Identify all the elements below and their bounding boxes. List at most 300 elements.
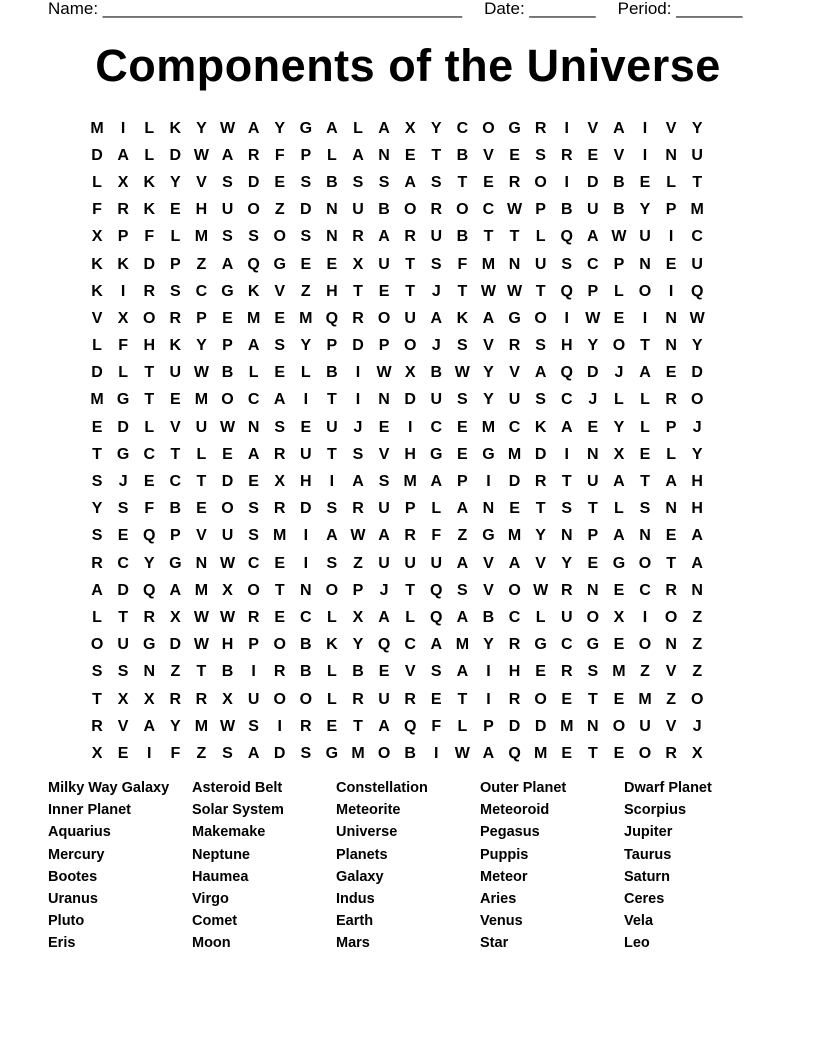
grid-letter[interactable]: G — [612, 554, 626, 572]
grid-letter[interactable]: V — [117, 717, 129, 735]
grid-letter[interactable]: S — [222, 173, 233, 191]
grid-letter[interactable]: C — [300, 608, 312, 626]
grid-letter[interactable]: A — [378, 717, 390, 735]
grid-letter[interactable]: I — [642, 146, 648, 164]
grid-letter[interactable]: I — [486, 473, 491, 491]
grid-letter[interactable]: A — [378, 608, 390, 626]
grid-letter[interactable]: M — [481, 418, 496, 436]
grid-letter[interactable]: R — [169, 690, 182, 708]
grid-letter[interactable]: T — [587, 500, 598, 518]
grid-letter[interactable]: I — [303, 391, 309, 409]
grid-letter[interactable]: L — [248, 364, 259, 382]
grid-letter[interactable]: U — [430, 391, 443, 409]
grid-letter[interactable]: N — [378, 391, 390, 409]
grid-letter[interactable]: X — [117, 309, 129, 327]
grid-letter[interactable]: S — [457, 391, 468, 409]
grid-letter[interactable]: A — [404, 173, 416, 191]
grid-letter[interactable]: A — [639, 364, 651, 382]
grid-letter[interactable]: D — [91, 364, 103, 382]
grid-letter[interactable]: E — [274, 364, 286, 382]
grid-letter[interactable]: S — [222, 744, 233, 762]
grid-letter[interactable]: T — [405, 581, 416, 599]
grid-letter[interactable]: O — [612, 337, 626, 355]
grid-letter[interactable]: X — [117, 173, 129, 191]
grid-letter[interactable]: S — [535, 146, 546, 164]
grid-letter[interactable]: J — [379, 581, 389, 599]
grid-letter[interactable]: Z — [692, 636, 703, 654]
grid-letter[interactable]: R — [560, 663, 573, 681]
grid-letter[interactable]: Q — [560, 282, 573, 300]
grid-letter[interactable]: F — [118, 337, 129, 355]
grid-letter[interactable]: E — [117, 744, 129, 762]
grid-letter[interactable]: D — [534, 445, 547, 463]
grid-letter[interactable]: Y — [352, 636, 364, 654]
grid-letter[interactable]: U — [587, 473, 599, 491]
grid-letter[interactable]: S — [300, 173, 312, 191]
grid-letter[interactable]: U — [221, 201, 234, 219]
grid-letter[interactable]: E — [169, 391, 181, 409]
grid-letter[interactable]: N — [300, 581, 312, 599]
grid-letter[interactable]: R — [352, 228, 364, 246]
grid-letter[interactable]: A — [352, 473, 364, 491]
grid-letter[interactable]: B — [221, 364, 234, 382]
grid-letter[interactable]: U — [221, 527, 234, 545]
grid-letter[interactable]: L — [327, 690, 337, 708]
grid-letter[interactable]: C — [247, 554, 260, 572]
grid-letter[interactable]: J — [118, 473, 128, 491]
grid-letter[interactable]: E — [639, 445, 651, 463]
grid-letter[interactable]: U — [587, 201, 599, 219]
grid-letter[interactable]: R — [404, 527, 416, 545]
grid-letter[interactable]: D — [273, 744, 286, 762]
grid-letter[interactable]: R — [352, 690, 364, 708]
grid-letter[interactable]: U — [300, 445, 312, 463]
grid-letter[interactable]: W — [193, 364, 209, 382]
grid-letter[interactable]: I — [303, 527, 309, 545]
grid-letter[interactable]: R — [91, 554, 103, 572]
grid-letter[interactable]: M — [507, 527, 522, 545]
grid-letter[interactable]: S — [561, 255, 573, 273]
grid-letter[interactable]: T — [170, 445, 181, 463]
grid-letter[interactable]: D — [247, 173, 260, 191]
grid-letter[interactable]: O — [638, 554, 652, 572]
grid-letter[interactable]: L — [144, 418, 155, 436]
grid-letter[interactable]: T — [457, 173, 468, 191]
grid-letter[interactable]: L — [196, 445, 207, 463]
grid-letter[interactable]: E — [561, 744, 573, 762]
grid-letter[interactable]: U — [691, 255, 703, 273]
grid-letter[interactable]: Q — [560, 364, 573, 382]
grid-letter[interactable]: V — [509, 364, 520, 382]
grid-letter[interactable]: A — [691, 527, 703, 545]
grid-letter[interactable]: S — [300, 744, 312, 762]
grid-letter[interactable]: U — [639, 717, 651, 735]
grid-letter[interactable]: K — [326, 636, 338, 654]
grid-letter[interactable]: T — [457, 690, 468, 708]
grid-letter[interactable]: L — [144, 146, 155, 164]
grid-letter[interactable]: M — [612, 663, 626, 681]
grid-letter[interactable]: E — [535, 663, 546, 681]
grid-letter[interactable]: A — [587, 228, 599, 246]
grid-letter[interactable]: D — [508, 717, 521, 735]
grid-letter[interactable]: K — [247, 282, 260, 300]
grid-letter[interactable]: R — [665, 744, 677, 762]
grid-letter[interactable]: D — [691, 364, 703, 382]
grid-letter[interactable]: A — [378, 527, 390, 545]
grid-letter[interactable]: I — [564, 119, 569, 137]
grid-letter[interactable]: H — [221, 636, 234, 654]
grid-letter[interactable]: O — [247, 201, 260, 219]
grid-letter[interactable]: O — [377, 744, 391, 762]
grid-letter[interactable]: O — [638, 744, 652, 762]
grid-letter[interactable]: L — [614, 500, 624, 518]
grid-letter[interactable]: Q — [560, 228, 573, 246]
grid-letter[interactable]: Y — [91, 500, 103, 518]
grid-letter[interactable]: V — [665, 119, 677, 137]
grid-letter[interactable]: O — [221, 391, 234, 409]
grid-letter[interactable]: M — [638, 690, 652, 708]
grid-letter[interactable]: E — [561, 690, 573, 708]
grid-letter[interactable]: G — [273, 255, 286, 273]
grid-letter[interactable]: L — [457, 717, 468, 735]
grid-letter[interactable]: V — [378, 445, 390, 463]
grid-letter[interactable]: C — [560, 636, 573, 654]
grid-letter[interactable]: T — [535, 500, 546, 518]
grid-letter[interactable]: F — [431, 717, 442, 735]
grid-letter[interactable]: B — [456, 146, 469, 164]
grid-letter[interactable]: A — [273, 391, 286, 409]
grid-letter[interactable]: C — [404, 636, 416, 654]
grid-letter[interactable]: Z — [640, 663, 650, 681]
grid-letter[interactable]: S — [561, 500, 573, 518]
grid-letter[interactable]: Y — [430, 119, 442, 137]
grid-letter[interactable]: N — [143, 663, 156, 681]
grid-letter[interactable]: N — [665, 146, 677, 164]
grid-letter[interactable]: A — [456, 663, 469, 681]
grid-letter[interactable]: M — [194, 391, 209, 409]
grid-letter[interactable]: K — [91, 255, 103, 273]
grid-letter[interactable]: L — [405, 608, 416, 626]
grid-letter[interactable]: L — [535, 608, 546, 626]
grid-letter[interactable]: S — [352, 173, 364, 191]
grid-letter[interactable]: E — [613, 744, 625, 762]
grid-letter[interactable]: K — [169, 337, 182, 355]
grid-letter[interactable]: Q — [690, 282, 704, 300]
grid-letter[interactable]: E — [430, 690, 442, 708]
grid-letter[interactable]: P — [222, 337, 233, 355]
grid-letter[interactable]: R — [273, 445, 286, 463]
grid-letter[interactable]: U — [117, 636, 129, 654]
grid-letter[interactable]: R — [508, 173, 521, 191]
grid-letter[interactable]: A — [221, 255, 234, 273]
grid-letter[interactable]: M — [90, 391, 104, 409]
grid-letter[interactable]: E — [665, 527, 677, 545]
grid-letter[interactable]: M — [194, 717, 209, 735]
grid-letter[interactable]: P — [117, 228, 129, 246]
grid-letter[interactable]: G — [169, 554, 182, 572]
grid-letter[interactable]: X — [222, 690, 233, 708]
grid-letter[interactable]: I — [564, 445, 569, 463]
grid-letter[interactable]: L — [170, 228, 181, 246]
grid-letter[interactable]: O — [377, 309, 391, 327]
grid-letter[interactable]: T — [274, 581, 285, 599]
grid-letter[interactable]: S — [430, 663, 442, 681]
grid-letter[interactable]: L — [327, 608, 337, 626]
grid-letter[interactable]: C — [482, 201, 495, 219]
grid-letter[interactable]: T — [92, 445, 102, 463]
grid-letter[interactable]: E — [457, 445, 468, 463]
grid-letter[interactable]: Y — [691, 337, 703, 355]
grid-letter[interactable]: V — [613, 146, 625, 164]
grid-letter[interactable]: S — [457, 337, 468, 355]
grid-letter[interactable]: S — [117, 500, 129, 518]
grid-letter[interactable]: D — [587, 173, 599, 191]
grid-letter[interactable]: U — [404, 554, 416, 572]
grid-letter[interactable]: B — [613, 201, 625, 219]
grid-letter[interactable]: N — [326, 201, 338, 219]
grid-letter[interactable]: B — [326, 173, 338, 191]
grid-letter[interactable]: E — [587, 554, 599, 572]
grid-letter[interactable]: Z — [692, 608, 703, 626]
grid-letter[interactable]: T — [587, 744, 598, 762]
grid-letter[interactable]: Y — [639, 201, 651, 219]
grid-letter[interactable]: A — [117, 146, 129, 164]
grid-letter[interactable]: T — [509, 228, 520, 246]
grid-letter[interactable]: S — [535, 337, 546, 355]
grid-letter[interactable]: X — [169, 608, 181, 626]
grid-letter[interactable]: F — [431, 527, 442, 545]
grid-letter[interactable]: O — [403, 201, 417, 219]
grid-letter[interactable]: D — [534, 717, 547, 735]
grid-letter[interactable]: M — [90, 119, 104, 137]
grid-letter[interactable]: T — [640, 337, 650, 355]
grid-letter[interactable]: I — [355, 391, 361, 409]
grid-letter[interactable]: A — [456, 554, 469, 572]
grid-letter[interactable]: L — [431, 500, 442, 518]
grid-letter[interactable]: G — [482, 527, 495, 545]
grid-letter[interactable]: E — [274, 608, 286, 626]
grid-letter[interactable]: C — [117, 554, 129, 572]
grid-letter[interactable]: A — [378, 228, 390, 246]
grid-letter[interactable]: O — [534, 173, 547, 191]
grid-letter[interactable]: U — [378, 690, 390, 708]
grid-letter[interactable]: Q — [143, 527, 156, 545]
grid-letter[interactable]: R — [143, 608, 156, 626]
grid-letter[interactable]: S — [326, 554, 338, 572]
grid-letter[interactable]: E — [483, 173, 494, 191]
grid-letter[interactable]: K — [117, 255, 129, 273]
grid-letter[interactable]: M — [507, 445, 522, 463]
grid-letter[interactable]: O — [90, 636, 104, 654]
grid-letter[interactable]: O — [664, 608, 678, 626]
grid-letter[interactable]: U — [430, 554, 443, 572]
grid-letter[interactable]: Y — [613, 418, 625, 436]
grid-letter[interactable]: Y — [483, 364, 494, 382]
grid-letter[interactable]: O — [690, 391, 704, 409]
grid-letter[interactable]: G — [299, 119, 313, 137]
grid-letter[interactable]: G — [482, 445, 495, 463]
grid-letter[interactable]: A — [430, 309, 443, 327]
grid-letter[interactable]: D — [117, 581, 129, 599]
grid-letter[interactable]: T — [483, 228, 494, 246]
grid-letter[interactable]: T — [535, 282, 546, 300]
grid-letter[interactable]: V — [196, 173, 207, 191]
grid-letter[interactable]: R — [430, 201, 443, 219]
grid-letter[interactable]: L — [92, 173, 102, 191]
grid-letter[interactable]: C — [430, 418, 443, 436]
grid-letter[interactable]: Q — [377, 636, 391, 654]
grid-letter[interactable]: G — [116, 445, 130, 463]
grid-letter[interactable]: T — [640, 473, 650, 491]
grid-letter[interactable]: O — [403, 337, 417, 355]
grid-letter[interactable]: R — [665, 391, 677, 409]
grid-letter[interactable]: B — [404, 744, 416, 762]
grid-letter[interactable]: W — [193, 608, 209, 626]
grid-letter[interactable]: G — [221, 282, 234, 300]
grid-letter[interactable]: R — [404, 690, 416, 708]
grid-letter[interactable]: C — [691, 228, 703, 246]
grid-letter[interactable]: R — [508, 337, 521, 355]
grid-letter[interactable]: W — [611, 228, 627, 246]
grid-letter[interactable]: D — [300, 201, 312, 219]
grid-letter[interactable]: L — [92, 337, 102, 355]
grid-letter[interactable]: A — [352, 146, 364, 164]
grid-letter[interactable]: L — [614, 391, 624, 409]
grid-letter[interactable]: I — [642, 119, 648, 137]
grid-letter[interactable]: E — [613, 581, 625, 599]
grid-letter[interactable]: N — [587, 581, 599, 599]
grid-letter[interactable]: U — [378, 500, 390, 518]
grid-letter[interactable]: K — [534, 418, 547, 436]
grid-letter[interactable]: E — [117, 527, 129, 545]
grid-letter[interactable]: L — [353, 119, 363, 137]
grid-letter[interactable]: W — [350, 527, 366, 545]
grid-letter[interactable]: R — [91, 717, 103, 735]
grid-letter[interactable]: T — [353, 717, 363, 735]
grid-letter[interactable]: R — [247, 146, 260, 164]
grid-letter[interactable]: H — [691, 500, 703, 518]
grid-letter[interactable]: T — [327, 445, 337, 463]
grid-letter[interactable]: O — [247, 581, 260, 599]
grid-letter[interactable]: L — [327, 663, 337, 681]
grid-letter[interactable]: I — [303, 554, 309, 572]
grid-letter[interactable]: O — [299, 690, 313, 708]
grid-letter[interactable]: E — [91, 418, 103, 436]
grid-letter[interactable]: O — [221, 500, 234, 518]
grid-letter[interactable]: A — [378, 119, 390, 137]
grid-letter[interactable]: R — [404, 228, 416, 246]
grid-letter[interactable]: B — [221, 663, 234, 681]
grid-letter[interactable]: H — [691, 473, 703, 491]
grid-letter[interactable]: Z — [196, 255, 207, 273]
grid-letter[interactable]: Y — [143, 554, 155, 572]
grid-letter[interactable]: N — [665, 636, 677, 654]
grid-letter[interactable]: A — [326, 119, 338, 137]
grid-letter[interactable]: E — [613, 690, 625, 708]
grid-letter[interactable]: I — [407, 418, 413, 436]
grid-letter[interactable]: T — [353, 282, 363, 300]
grid-letter[interactable]: R — [508, 690, 521, 708]
grid-letter[interactable]: S — [248, 527, 259, 545]
grid-letter[interactable]: L — [535, 228, 546, 246]
grid-letter[interactable]: A — [534, 364, 547, 382]
grid-letter[interactable]: W — [454, 744, 470, 762]
grid-letter[interactable]: E — [665, 364, 677, 382]
grid-letter[interactable]: F — [144, 228, 155, 246]
grid-letter[interactable]: T — [587, 690, 598, 708]
grid-letter[interactable]: X — [613, 608, 625, 626]
grid-letter[interactable]: O — [273, 228, 286, 246]
grid-letter[interactable]: Z — [274, 201, 285, 219]
grid-letter[interactable]: I — [277, 717, 282, 735]
grid-letter[interactable]: J — [353, 418, 363, 436]
grid-letter[interactable]: Y — [691, 119, 703, 137]
grid-letter[interactable]: T — [431, 146, 442, 164]
grid-letter[interactable]: P — [169, 255, 181, 273]
grid-letter[interactable]: B — [613, 173, 625, 191]
grid-letter[interactable]: T — [327, 391, 337, 409]
grid-letter[interactable]: I — [329, 473, 335, 491]
grid-letter[interactable]: O — [638, 282, 652, 300]
grid-letter[interactable]: E — [248, 473, 259, 491]
grid-letter[interactable]: C — [508, 608, 521, 626]
grid-letter[interactable]: N — [665, 337, 677, 355]
grid-letter[interactable]: Z — [692, 663, 703, 681]
grid-letter[interactable]: D — [91, 146, 103, 164]
grid-letter[interactable]: B — [560, 201, 573, 219]
grid-letter[interactable]: K — [143, 173, 156, 191]
grid-letter[interactable]: R — [560, 581, 573, 599]
grid-letter[interactable]: I — [120, 282, 126, 300]
grid-letter[interactable]: S — [169, 282, 181, 300]
grid-letter[interactable]: H — [195, 201, 208, 219]
grid-letter[interactable]: X — [143, 690, 155, 708]
grid-letter[interactable]: S — [248, 717, 259, 735]
grid-letter[interactable]: E — [300, 255, 312, 273]
grid-letter[interactable]: H — [404, 445, 416, 463]
grid-letter[interactable]: U — [560, 608, 573, 626]
grid-letter[interactable]: R — [534, 119, 547, 137]
grid-letter[interactable]: T — [118, 608, 129, 626]
grid-letter[interactable]: S — [378, 473, 390, 491]
grid-letter[interactable]: N — [587, 717, 599, 735]
grid-letter[interactable]: Z — [170, 663, 181, 681]
grid-letter[interactable]: I — [642, 309, 648, 327]
grid-letter[interactable]: A — [482, 309, 495, 327]
grid-letter[interactable]: O — [273, 690, 286, 708]
grid-letter[interactable]: S — [248, 228, 259, 246]
grid-letter[interactable]: J — [614, 364, 624, 382]
grid-letter[interactable]: P — [587, 527, 599, 545]
grid-letter[interactable]: A — [456, 500, 469, 518]
grid-letter[interactable]: G — [430, 445, 443, 463]
grid-letter[interactable]: U — [378, 255, 390, 273]
grid-letter[interactable]: N — [195, 554, 208, 572]
grid-letter[interactable]: N — [639, 527, 651, 545]
grid-letter[interactable]: T — [561, 473, 572, 491]
grid-letter[interactable]: E — [326, 717, 338, 735]
grid-letter[interactable]: N — [691, 581, 703, 599]
grid-letter[interactable]: V — [483, 146, 494, 164]
grid-letter[interactable]: E — [196, 500, 207, 518]
grid-letter[interactable]: O — [325, 581, 339, 599]
grid-letter[interactable]: V — [91, 309, 103, 327]
grid-letter[interactable]: D — [587, 364, 599, 382]
grid-letter[interactable]: P — [535, 201, 546, 219]
grid-letter[interactable]: E — [587, 418, 599, 436]
grid-letter[interactable]: W — [376, 364, 392, 382]
grid-letter[interactable]: M — [481, 255, 496, 273]
